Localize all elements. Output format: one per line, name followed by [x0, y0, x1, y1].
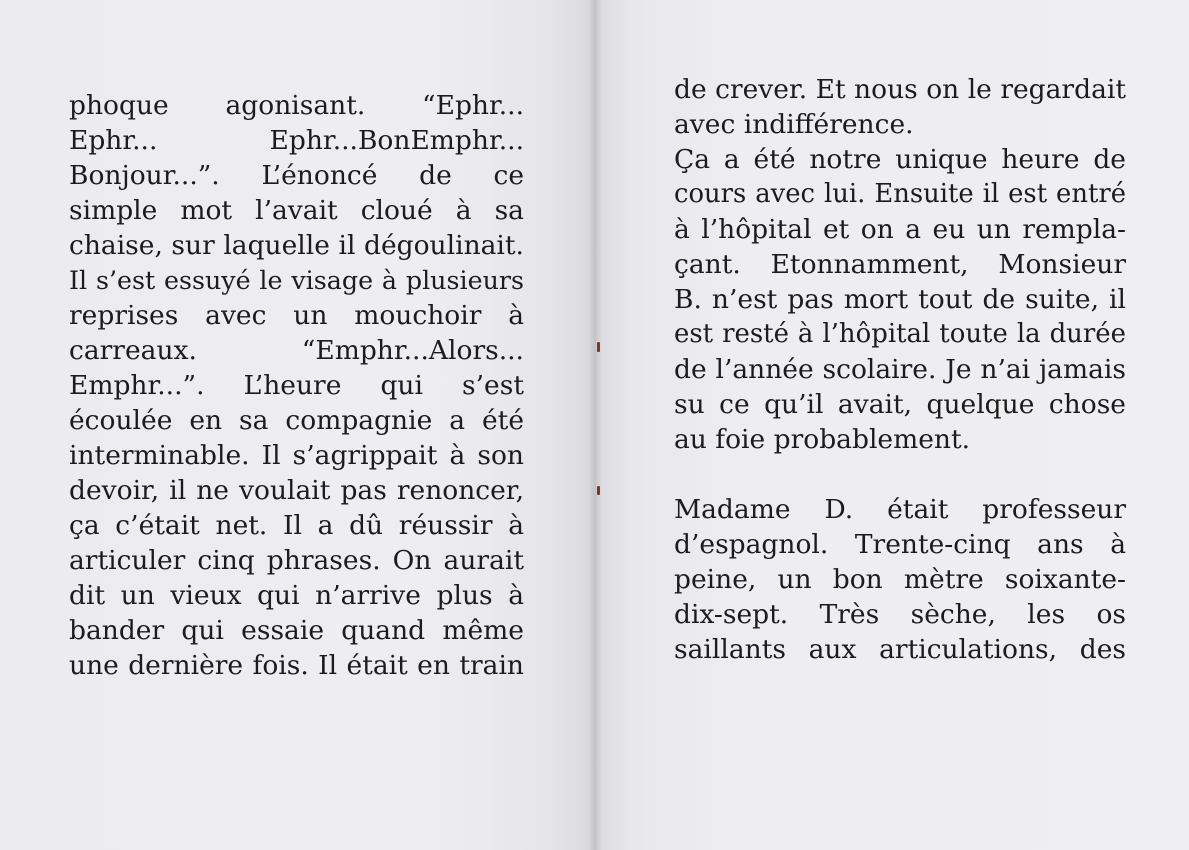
- paragraph: [674, 142, 1126, 457]
- text-line: Il s’est essuyé le visage à plusieurs: [69, 265, 524, 295]
- paragraph: [674, 72, 1126, 142]
- text-line: B. n’est pas mort tout de suite, il: [674, 284, 1126, 315]
- text-line: carreaux. “Emphr...Alors...: [69, 335, 524, 366]
- right-page-text: [674, 72, 1126, 667]
- text-line: chaise, sur laquelle il dégoulinait.: [69, 230, 524, 261]
- text-line: de crever. Et nous on le regardait: [674, 74, 1126, 105]
- text-line: de l’année scolaire. Je n’ai jamais: [674, 354, 1126, 385]
- text-line: cours avec lui. Ensuite il est entré: [674, 179, 1126, 209]
- text-line: simple mot l’avait cloué à sa: [69, 195, 524, 226]
- text-line: saillants aux articulations, des: [674, 634, 1126, 665]
- text-line: dit un vieux qui n’arrive plus à: [69, 580, 524, 611]
- paragraph: [674, 492, 1126, 667]
- text-line: phoque agonisant. “Ephr...: [69, 90, 524, 121]
- left-page-text: [69, 88, 524, 683]
- text-line: su ce qu’il avait, quelque chose: [674, 389, 1126, 420]
- text-line: avec indifférence.: [674, 109, 914, 140]
- text-line: d’espagnol. Trente-cinq ans à: [674, 529, 1126, 560]
- text-line: une dernière fois. Il était en train: [69, 650, 524, 681]
- text-line: Madame D. était professeur: [674, 494, 1126, 525]
- text-line: Emphr...”. L’heure qui s’est: [69, 370, 524, 401]
- text-line: écoulée en sa compagnie a été: [69, 405, 524, 436]
- text-line: articuler cinq phrases. On aurait: [69, 545, 524, 576]
- paragraph-spacer: [674, 457, 1126, 492]
- text-line: interminable. Il s’agrippait à son: [69, 440, 524, 471]
- text-line: çant. Etonnamment, Monsieur: [674, 249, 1126, 280]
- text-line: au foie probablement.: [674, 424, 971, 455]
- text-line: Ça a été notre unique heure de: [674, 144, 1126, 175]
- text-line: à l’hôpital et on a eu un rempla-: [674, 214, 1126, 245]
- text-line: dix-sept. Très sèche, les os: [674, 599, 1126, 630]
- book-gutter: [588, 0, 602, 850]
- text-line: ça c’était net. Il a dû réussir à: [69, 510, 524, 541]
- binding-thread: [597, 342, 600, 352]
- text-line: devoir, il ne voulait pas renoncer,: [69, 475, 524, 506]
- text-line: peine, un bon mètre soixante-: [674, 564, 1126, 595]
- text-line: est resté à l’hôpital toute la durée: [674, 319, 1126, 349]
- binding-thread: [597, 486, 600, 495]
- text-line: reprises avec un mouchoir à: [69, 300, 524, 331]
- text-line: Ephr... Ephr...BonEmphr...: [69, 125, 524, 156]
- text-line: Bonjour...”. L’énoncé de ce: [69, 160, 524, 191]
- text-line: bander qui essaie quand même: [69, 615, 524, 646]
